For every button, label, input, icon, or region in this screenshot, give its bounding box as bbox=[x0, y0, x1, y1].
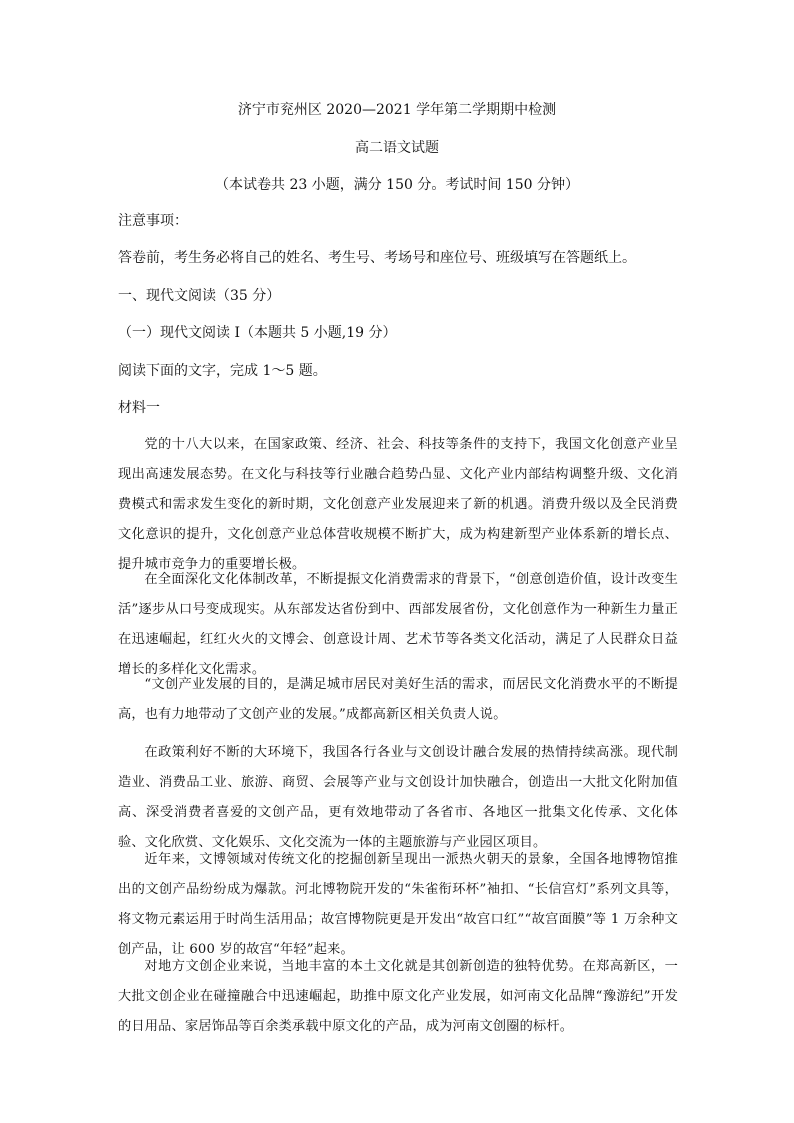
exam-title: 济宁市兖州区 2020—2021 学年第二学期期中检测 bbox=[237, 102, 557, 118]
paragraph-1: 党的十八大以来，在国家政策、经济、社会、科技等条件的支持下，我国文化创意产业呈现出高速发展态势。在文化与科技等行业融合趋势凸显、文化产业内部结构调整升级、文化消费模式和需求发生变化的新时期，文化创意产业发展迎来了新的机遇。消费升级以及全民消费文化意识的提升，文化创意产业总体营收规模不断扩大，成为构建新型产业体系新的增长点、提升城市竞争力的重要增长极。 bbox=[118, 437, 678, 572]
paragraph-2: 在全面深化文化体制改革，不断提振文化消费需求的背景下，“创意创造价值，设计改变生活”逐步从口号变成现实。从东部发达省份到中、西部发展省份，文化创意作为一种新生力量正在迅速崛起，红红火火的文博会、创意设计周、艺术节等各类文化活动，满足了人民群众日益增长的多样化文化需求。 bbox=[118, 572, 678, 677]
material-label: 材料一 bbox=[118, 400, 160, 416]
paragraph-4: 在政策利好不断的大环境下，我国各行各业与文创设计融合发展的热情持续高涨。现代制造业、消费品工业、旅游、商贸、会展等产业与文创设计加快融合，创造出一大批文化附加值高、深受消费者喜爱的文创产品，更有效地带动了各省市、各地区一批集文化传承、文化体验、文化欣赏、文化娱乐、文化交流为一体的主题旅游与产业园区项目。 bbox=[118, 745, 678, 850]
notice-text: 答卷前，考生务必将自己的姓名、考生号、考场号和座位号、班级填写在答题纸上。 bbox=[118, 250, 636, 266]
notice-heading: 注意事项： bbox=[118, 213, 188, 229]
section-title: 一、现代文阅读（35 分） bbox=[118, 288, 281, 304]
section-subtitle: （一）现代文阅读 I（本题共 5 小题,19 分） bbox=[118, 325, 397, 341]
paragraph-5: 近年来，文博领域对传统文化的挖掘创新呈现出一派热火朝天的景象，全国各地博物馆推出的文创产品纷纷成为爆款。河北博物院开发的“朱雀衔环杯”袖扣、“长信宫灯”系列文具等，将文物元素运用于时尚生活用品；故宫博物院更是开发出“故宫口红”“故宫面膜”等 1 万余种文创产品，让 600 岁的故宫“年轻”起来。 bbox=[118, 852, 678, 957]
exam-info: （本试卷共 23 小题，满分 150 分。考试时间 150 分钟） bbox=[215, 177, 579, 193]
exam-subtitle: 高二语文试题 bbox=[355, 140, 439, 156]
paragraph-3: “文创产业发展的目的，是满足城市居民对美好生活的需求，而居民文化消费水平的不断提高，也有力地带动了文创产业的发展。”成都高新区相关负责人说。 bbox=[118, 677, 678, 722]
paragraph-6: 对地方文创企业来说，当地丰富的本土文化就是其创新创造的独特优势。在郑高新区，一大批文创企业在碰撞融合中迅速崛起，助推中原文化产业发展，如河南文化品牌“豫游纪”开发的日用品、家居饰品等百余类承载中原文化的产品，成为河南文创圈的标杆。 bbox=[118, 959, 678, 1034]
reading-instruction: 阅读下面的文字，完成 1～5 题。 bbox=[118, 363, 327, 379]
